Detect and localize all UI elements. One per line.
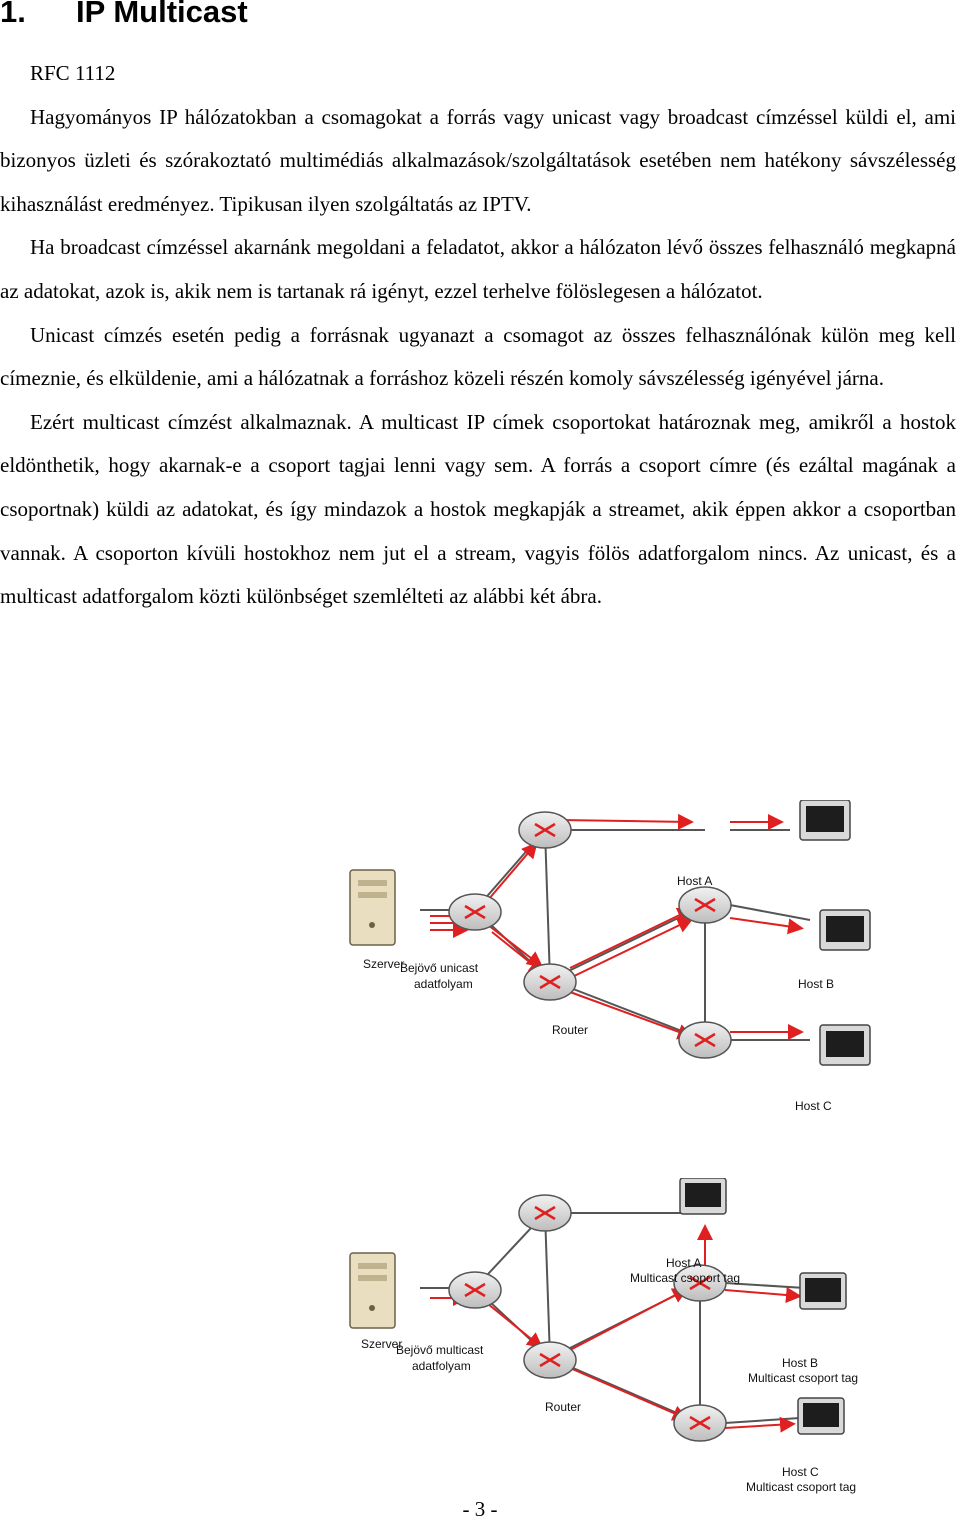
paragraph-unicast: Unicast címzés esetén pedig a forrásnak ugyanazt a csomagot az összes felhasználónak külön meg kell címeznie, és elküldenie, ami a hálózatnak a forráshoz közeli részén komoly sávszélesség igényével járna. <box>0 322 956 391</box>
flow-label-line1: Bejövő multicast <box>396 1343 484 1357</box>
flow-label-line2: adatfolyam <box>412 1359 471 1373</box>
flow-label-line1: Bejövő unicast <box>400 961 479 975</box>
section-heading <box>0 0 248 30</box>
multicast-diagram-svg <box>320 1178 880 1508</box>
host-a-group-label: Multicast csoport tag <box>630 1271 741 1285</box>
paragraph-intro: Hagyományos IP hálózatokban a csomagokat a forrás vagy unicast vagy broadcast címzéssel küldi el, ami bizonyos üzleti és szórakoztató multimédiás alkalmazások/szolgáltatások esetében nem hatékony sávszélesség kihasználást eredményez. Tipikusan ilyen szolgáltatás az IPTV. <box>0 104 956 216</box>
host-c-label: Host C <box>795 1099 832 1113</box>
router-label: Router <box>552 1023 589 1037</box>
server-icon <box>350 870 395 945</box>
section-title: IP Multicast <box>76 0 248 29</box>
host-c-group-label: Multicast csoport tag <box>746 1480 857 1494</box>
section-number: 1. <box>0 0 26 29</box>
host-a-label: Host A <box>666 1256 702 1270</box>
unicast-diagram <box>320 800 880 1130</box>
host-b-label: Host B <box>782 1356 819 1370</box>
host-a-label: Host A <box>677 874 713 888</box>
paragraph-broadcast: Ha broadcast címzéssel akarnánk megoldani a feladatot, akkor a hálózaton lévő összes felhasználó megkapná az adatokat, azok is, akik nem is tartanak rá igényt, ezzel terhelve fölöslegesen a hálózatot. <box>0 235 956 303</box>
flow-label-line2: adatfolyam <box>414 977 473 991</box>
page-number: - 3 - <box>462 1497 498 1521</box>
paragraph-rfc: RFC 1112 <box>30 61 116 85</box>
unicast-diagram-svg <box>320 800 880 1130</box>
host-c-label: Host C <box>782 1465 819 1479</box>
paragraph-multicast: Ezért multicast címzést alkalmaznak. A multicast IP címek csoportokat határoznak meg, amikről a hostok eldönthetik, hogy akarnak-e a csoport tagjai lenni vagy sem. A forrás a csoport címre (és ezáltal magának a csoportnak) küldi az adatokat, és így mindazok a hostok megkapják a streamet, akik éppen akkor a csoportban vannak. A csoporton kívüli hostokhoz nem jut el a stream, vagyis fölös adatforgalom nincs. Az unicast, és a multicast adatforgalom közti különbséget szemlélteti az alábbi két ábra. <box>0 409 956 609</box>
host-b-group-label: Multicast csoport tag <box>748 1371 859 1385</box>
server-label: Szerver <box>361 1337 403 1351</box>
host-b-label: Host B <box>798 977 835 991</box>
body-text <box>0 52 956 619</box>
multicast-diagram <box>320 1178 880 1508</box>
server-label: Szerver <box>363 957 405 971</box>
router-label: Router <box>545 1400 582 1414</box>
server-icon <box>350 1253 395 1328</box>
